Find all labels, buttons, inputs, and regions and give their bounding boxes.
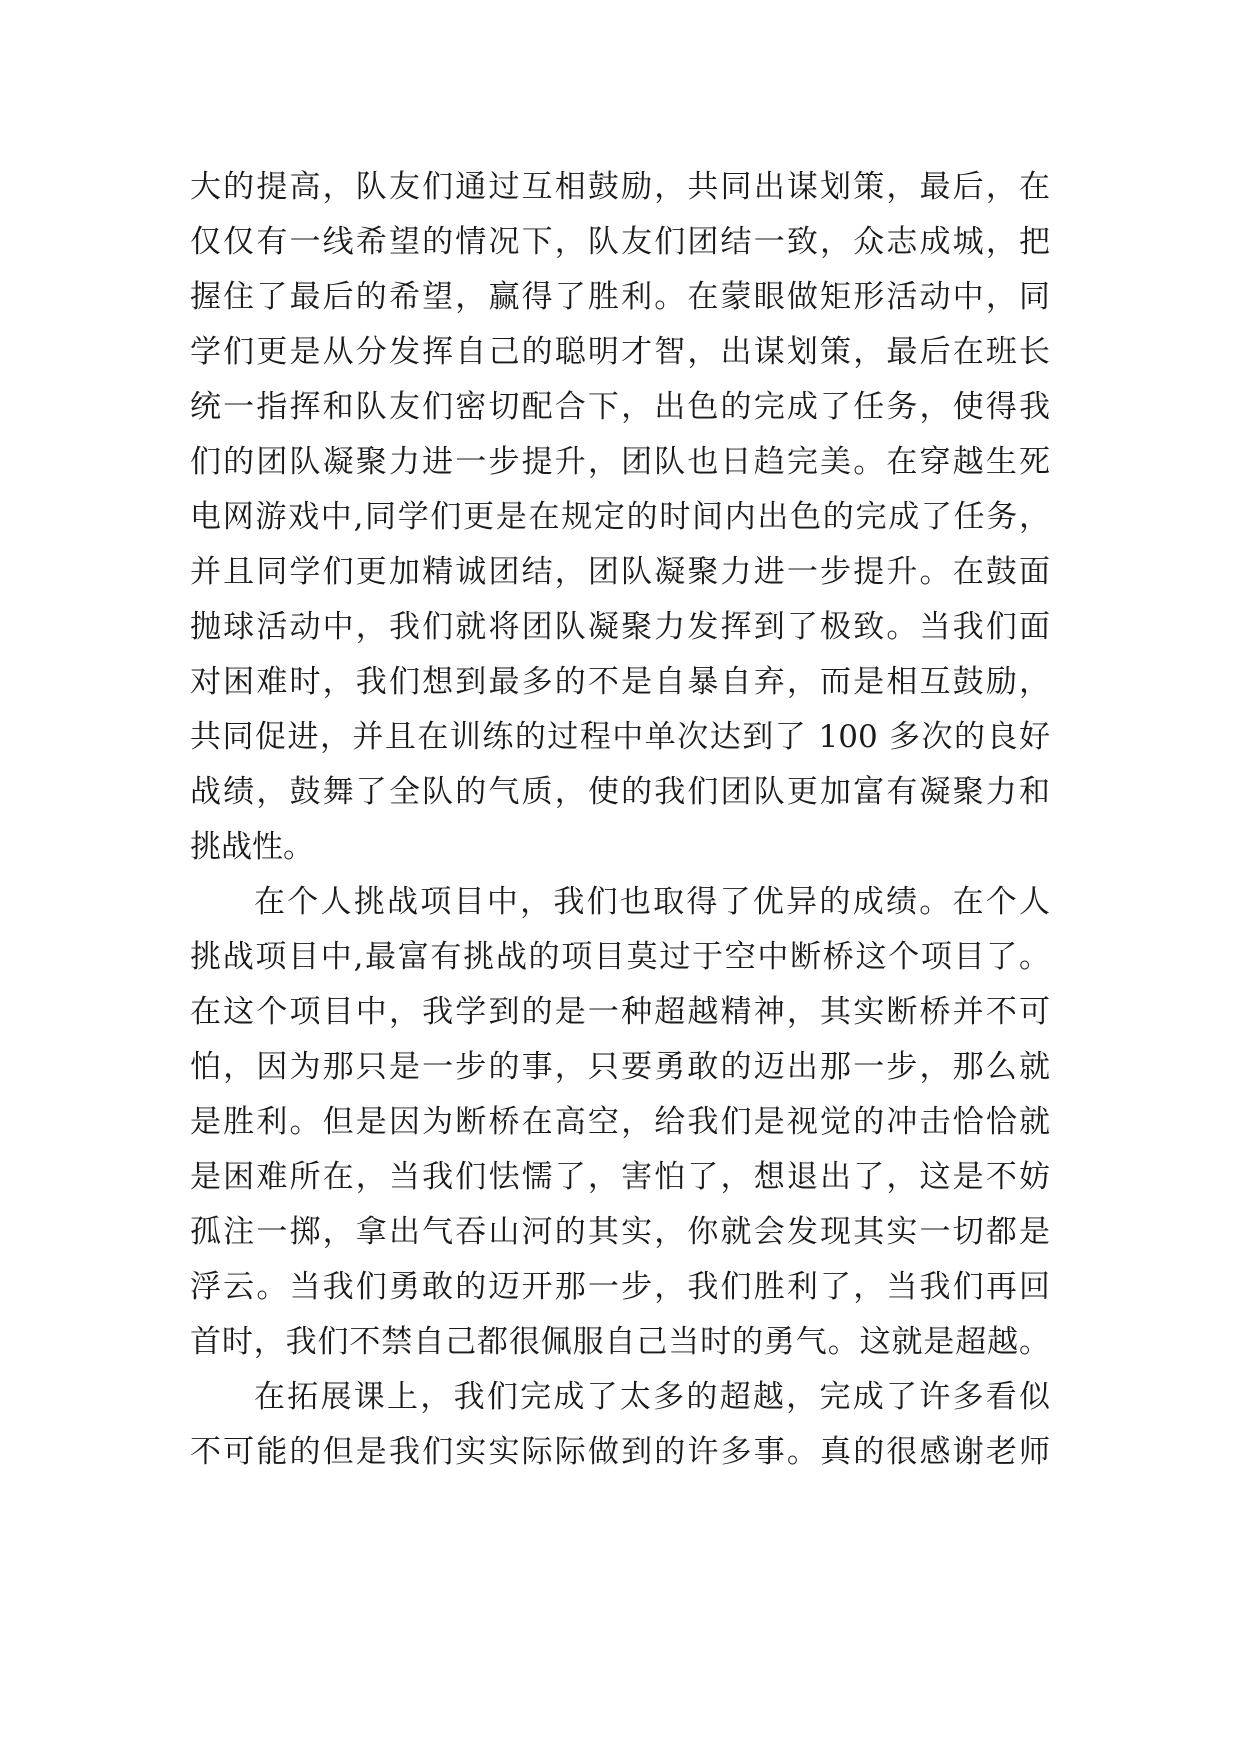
paragraph-1 bbox=[190, 160, 1050, 875]
text-line: 是胜利。但是因为断桥在高空，给我们是视觉的冲击恰恰就 bbox=[190, 1104, 1050, 1140]
text-line: 浮云。当我们勇敢的迈开那一步，我们胜利了，当我们再回 bbox=[190, 1269, 1050, 1305]
paragraph-2 bbox=[190, 875, 1050, 1370]
text-line: 挑战项目中,最富有挑战的项目莫过于空中断桥这个项目了。 bbox=[190, 939, 1050, 975]
text-line: 并且同学们更加精诚团结，团队凝聚力进一步提升。在鼓面 bbox=[190, 554, 1050, 590]
text-line: 挑战性。 bbox=[190, 829, 314, 865]
text-line: 在拓展课上，我们完成了太多的超越，完成了许多看似 bbox=[254, 1379, 1050, 1415]
text-line: 电网游戏中,同学们更是在规定的时间内出色的完成了任务， bbox=[190, 499, 1050, 535]
text-line: 在这个项目中，我学到的是一种超越精神，其实断桥并不可 bbox=[190, 994, 1050, 1030]
text-line: 首时，我们不禁自己都很佩服自己当时的勇气。这就是超越。 bbox=[190, 1324, 1050, 1360]
text-line: 抛球活动中，我们就将团队凝聚力发挥到了极致。当我们面 bbox=[190, 609, 1050, 645]
text-line: 们的团队凝聚力进一步提升，团队也日趋完美。在穿越生死 bbox=[190, 444, 1050, 480]
body-text bbox=[190, 160, 1050, 1480]
paragraph-3 bbox=[190, 1370, 1050, 1480]
text-line: 大的提高，队友们通过互相鼓励，共同出谋划策，最后，在 bbox=[190, 169, 1050, 205]
text-line: 学们更是从分发挥自己的聪明才智，出谋划策，最后在班长 bbox=[190, 334, 1050, 370]
text-line: 握住了最后的希望，赢得了胜利。在蒙眼做矩形活动中，同 bbox=[190, 279, 1050, 315]
text-line: 共同促进，并且在训练的过程中单次达到了 100 多次的良好 bbox=[190, 719, 1050, 755]
text-line: 孤注一掷，拿出气吞山河的其实，你就会发现其实一切都是 bbox=[190, 1214, 1050, 1250]
text-line: 仅仅有一线希望的情况下，队友们团结一致，众志成城，把 bbox=[190, 224, 1050, 260]
text-line: 在个人挑战项目中，我们也取得了优异的成绩。在个人 bbox=[254, 884, 1050, 920]
text-line: 怕，因为那只是一步的事，只要勇敢的迈出那一步，那么就 bbox=[190, 1049, 1050, 1085]
text-line: 不可能的但是我们实实际际做到的许多事。真的很感谢老师 bbox=[190, 1434, 1050, 1470]
text-line: 战绩，鼓舞了全队的气质，使的我们团队更加富有凝聚力和 bbox=[190, 774, 1050, 810]
text-line: 对困难时，我们想到最多的不是自暴自弃，而是相互鼓励， bbox=[190, 664, 1050, 700]
text-line: 是困难所在，当我们怯懦了，害怕了，想退出了，这是不妨 bbox=[190, 1159, 1050, 1195]
text-line: 统一指挥和队友们密切配合下，出色的完成了任务，使得我 bbox=[190, 389, 1050, 425]
